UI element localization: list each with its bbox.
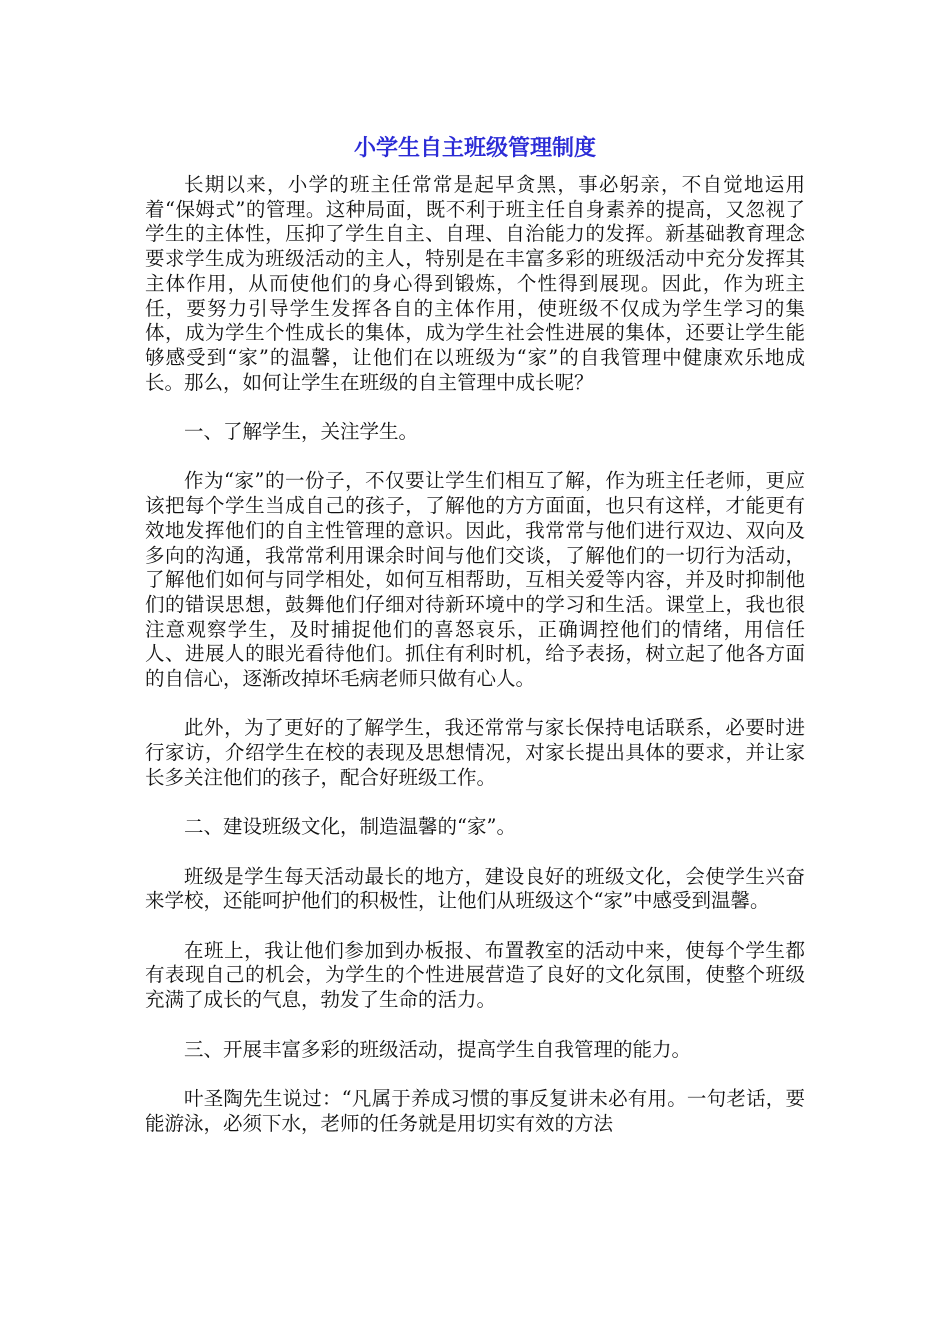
document-title: 小学生自主班级管理制度 — [353, 136, 596, 161]
paragraph-section-1b: 此外，为了更好的了解学生，我还常常与家长保持电话联系，必要时进行家访，介绍学生在校的表现及思想情况，对家长提出具体的要求，并让家长多关注他们的孩子，配合好班级工作。 — [145, 716, 805, 789]
paragraph-section-2a: 班级是学生每天活动最长的地方，建设良好的班级文化，会使学生兴奋来学校，还能呵护他们的积极性，让他们从班级这个“家”中感受到温馨。 — [145, 864, 805, 913]
section-heading-2: 二、建设班级文化，制造温馨的“家”。 — [184, 815, 516, 839]
section-heading-3: 三、开展丰富多彩的班级活动，提高学生自我管理的能力。 — [184, 1037, 692, 1061]
paragraph-section-1a: 作为“家”的一份子，不仅要让学生们相互了解，作为班主任老师，更应该把每个学生当成自己的孩子，了解他的方方面面，也只有这样，才能更有效地发挥他们的自主性管理的意识。因此，我常常与他们进行双边、双向及多向的沟通，我常常利用课余时间与他们交谈，了解他们的一切行为活动，了解他们如何与同学相处，如何互相帮助，互相关爱等内容，并及时抑制他们的错误思想，鼓舞他们仔细对待新环境中的学习和生活。课堂上，我也很注意观察学生，及时捕捉他们的喜怒哀乐，正确调控他们的情绪，用信任人、进展人的眼光看待他们。抓住有利时机，给予表扬，树立起了他各方面的自信心，逐渐改掉坏毛病老师只做有心人。 — [145, 469, 805, 691]
paragraph-section-2b: 在班上，我让他们参加到办板报、布置教室的活动中来，使每个学生都有表现自己的机会，为学生的个性进展营造了良好的文化氛围，使整个班级充满了成长的气息，勃发了生命的活力。 — [145, 938, 805, 1012]
document-body — [145, 173, 805, 1136]
section-heading-1: 一、了解学生，关注学生。 — [184, 420, 419, 444]
paragraph-intro: 长期以来，小学的班主任常常是起早贪黑，事必躬亲，不自觉地运用着“保姆式”的管理。这种局面，既不利于班主任自身素养的提高，又忽视了学生的主体性，压抑了学生自主、自理、自治能力的发挥。新基础教育理念要求学生成为班级活动的主人，特别是在丰富多彩的班级活动中充分发挥其主体作用，从而使他们的身心得到锻炼，个性得到展现。因此，作为班主任，要努力引导学生发挥各自的主体作用，使班级不仅成为学生学习的集体，成为学生个性成长的集体，成为学生社会性进展的集体，还要让学生能够感受到“家”的温馨，让他们在以班级为“家”的自我管理中健康欢乐地成长。那么，如何让学生在班级的自主管理中成长呢？ — [145, 173, 805, 394]
paragraph-section-3a: 叶圣陶先生说过：“凡属于养成习惯的事反复讲未必有用。一句老话，要能游泳，必须下水，老师的任务就是用切实有效的方法 — [145, 1086, 805, 1135]
